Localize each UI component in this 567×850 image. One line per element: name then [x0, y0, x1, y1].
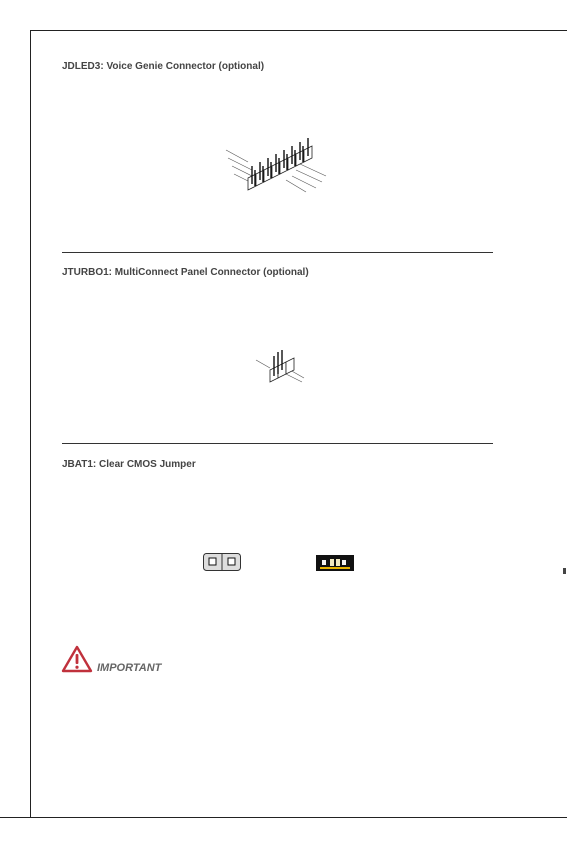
page-frame-left: [30, 30, 31, 818]
jturbo1-connector-illustration: [256, 348, 306, 384]
important-label: IMPORTANT: [97, 662, 162, 674]
jbat1-heading: JBAT1: Clear CMOS Jumper: [62, 459, 196, 470]
warning-triangle-icon: [61, 645, 93, 673]
jdled3-heading: JDLED3: Voice Genie Connector (optional): [62, 61, 265, 72]
section-divider: [62, 252, 493, 253]
page-frame-bottom: [0, 817, 567, 818]
page-frame-top: [30, 30, 567, 31]
section-divider: [62, 443, 493, 444]
jdled3-connector-illustration: [226, 136, 326, 198]
jturbo1-heading: JTURBO1: MultiConnect Panel Connector (optional): [62, 267, 309, 278]
jbat1-jumper-photo: [316, 555, 354, 571]
page-edge-mark: [563, 568, 566, 574]
jbat1-jumper-top-view: [203, 553, 241, 571]
